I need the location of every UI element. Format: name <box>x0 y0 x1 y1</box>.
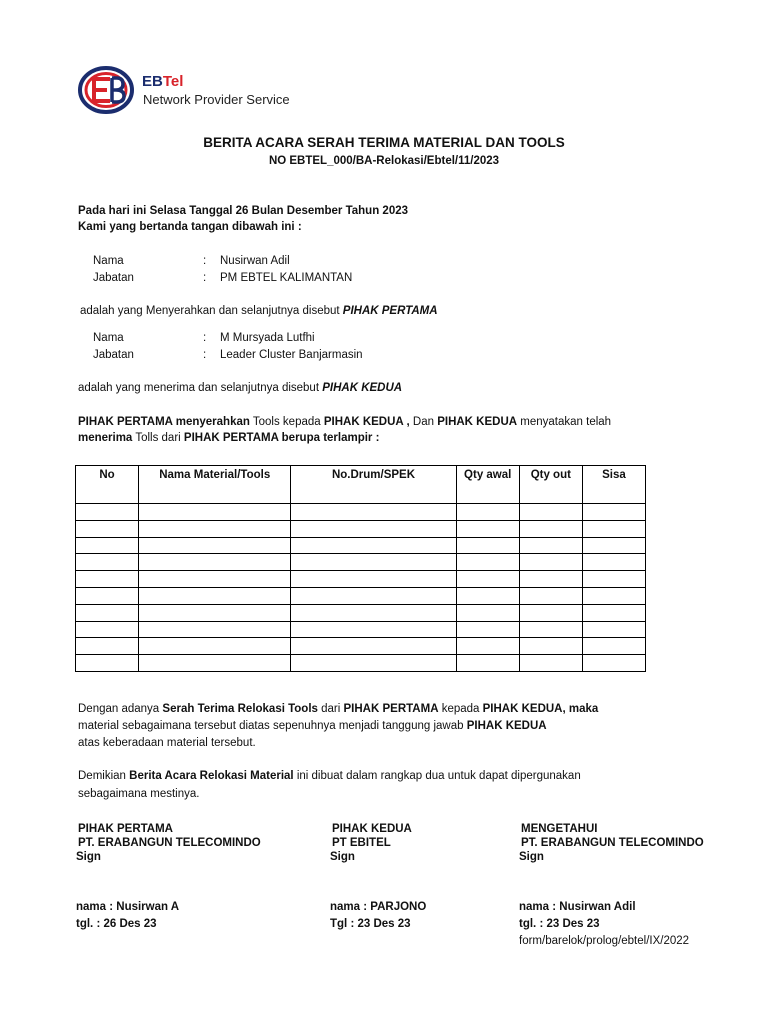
signature-sign-label: Sign <box>519 851 544 863</box>
signature-role: PIHAK KEDUA <box>332 823 412 835</box>
table-cell <box>291 504 456 521</box>
table-cell <box>76 621 139 638</box>
table-cell <box>76 571 139 588</box>
table-row <box>76 571 646 588</box>
party2-name-row <box>93 332 315 344</box>
table-cell <box>139 571 291 588</box>
table-cell <box>291 554 456 571</box>
table-row <box>76 621 646 638</box>
party1-name-value: Nusirwan Adil <box>220 255 290 267</box>
table-cell <box>519 571 582 588</box>
party1-name-row <box>93 255 290 267</box>
closing-text: kepada <box>438 703 483 715</box>
signature-sign-label: Sign <box>76 851 101 863</box>
column-header-sisa: Sisa <box>582 466 645 504</box>
table-cell <box>76 504 139 521</box>
table-cell <box>456 638 519 655</box>
closing-p2-line1 <box>78 770 581 782</box>
table-cell <box>139 554 291 571</box>
table-header-row <box>76 466 646 504</box>
table-cell <box>139 604 291 621</box>
signature-company: PT EBITEL <box>332 837 391 849</box>
table-cell <box>76 638 139 655</box>
closing-text: PIHAK PERTAMA <box>343 703 439 715</box>
table-cell <box>519 520 582 537</box>
closing-text: PIHAK KEDUA, maka <box>482 703 599 715</box>
table-row <box>76 554 646 571</box>
statement-text: menerima <box>78 432 133 444</box>
table-row <box>76 520 646 537</box>
table-cell <box>76 587 139 604</box>
party1-desc-text: adalah yang Menyerahkan dan selanjutnya disebut <box>80 305 343 317</box>
signature-role: MENGETAHUI <box>521 823 598 835</box>
table-row <box>76 587 646 604</box>
table-cell <box>76 554 139 571</box>
closing-text: Dengan adanya <box>78 703 163 715</box>
signature-name: nama : Nusirwan Adil <box>519 901 636 913</box>
table-cell <box>76 655 139 672</box>
statement-text: Dan <box>409 416 438 428</box>
table-cell <box>519 554 582 571</box>
table-cell <box>139 587 291 604</box>
table-cell <box>456 587 519 604</box>
signature-role: PIHAK PERTAMA <box>78 823 173 835</box>
table-cell <box>519 604 582 621</box>
signature-company: PT. ERABANGUN TELECOMINDO <box>78 837 261 849</box>
brand-tagline: Network Provider Service <box>143 92 290 107</box>
signature-block-second-party <box>330 822 426 931</box>
column-header-material: Nama Material/Tools <box>139 466 291 504</box>
statement-text: PIHAK PERTAMA menyerahkan <box>78 416 250 428</box>
table-cell <box>291 604 456 621</box>
party1-role-value: PM EBTEL KALIMANTAN <box>220 272 353 284</box>
statement-text: Tolls dari <box>132 432 184 444</box>
colon: : <box>203 332 207 344</box>
table-cell <box>582 604 645 621</box>
table-cell <box>456 655 519 672</box>
column-header-no: No <box>76 466 139 504</box>
signature-date: tgl. : 23 Des 23 <box>519 918 600 930</box>
closing-text: material sebagaimana tersebut diatas sepenuhnya menjadi tanggung jawab <box>78 720 467 732</box>
handover-statement-line1 <box>78 416 611 428</box>
table-cell <box>519 638 582 655</box>
form-code: form/barelok/prolog/ebtel/IX/2022 <box>519 935 690 947</box>
table-cell <box>139 655 291 672</box>
table-cell <box>456 554 519 571</box>
table-row <box>76 504 646 521</box>
table-cell <box>139 537 291 554</box>
intro-signers-line: Kami yang bertanda tangan dibawah ini : <box>78 221 302 233</box>
table-cell <box>139 638 291 655</box>
party1-name-label: Nama <box>93 255 124 267</box>
table-cell <box>519 537 582 554</box>
table-cell <box>582 621 645 638</box>
table-cell <box>456 504 519 521</box>
closing-p2-line2: sebagaimana mestinya. <box>78 788 200 800</box>
document-title: BERITA ACARA SERAH TERIMA MATERIAL DAN TOOLS <box>203 135 565 150</box>
column-header-qty-out: Qty out <box>519 466 582 504</box>
table-cell <box>582 504 645 521</box>
table-row <box>76 604 646 621</box>
party2-name-label: Nama <box>93 332 124 344</box>
table-cell <box>76 537 139 554</box>
party1-term: PIHAK PERTAMA <box>342 305 438 317</box>
table-cell <box>456 604 519 621</box>
table-cell <box>582 587 645 604</box>
statement-text: menyatakan telah <box>517 416 612 428</box>
table-cell <box>291 537 456 554</box>
signature-company: PT. ERABANGUN TELECOMINDO <box>521 837 704 849</box>
column-header-qty-awal: Qty awal <box>456 466 519 504</box>
eb-circle-logo-icon <box>78 66 136 114</box>
document-number: NO EBTEL_000/BA-Relokasi/Ebtel/11/2023 <box>268 155 500 167</box>
statement-text: PIHAK KEDUA <box>437 416 518 428</box>
table-cell <box>76 520 139 537</box>
table-cell <box>582 571 645 588</box>
table-cell <box>519 587 582 604</box>
table-row <box>76 638 646 655</box>
table-cell <box>519 504 582 521</box>
table-cell <box>291 520 456 537</box>
table-cell <box>582 638 645 655</box>
table-cell <box>291 621 456 638</box>
table-cell <box>139 621 291 638</box>
table-cell <box>519 655 582 672</box>
table-cell <box>582 554 645 571</box>
table-cell <box>291 587 456 604</box>
closing-p1-line3: atas keberadaan material tersebut. <box>78 737 256 749</box>
party2-description <box>78 382 402 394</box>
table-cell <box>291 571 456 588</box>
material-table <box>75 465 646 672</box>
statement-text: PIHAK KEDUA , <box>323 416 410 428</box>
table-cell <box>139 520 291 537</box>
table-cell <box>291 655 456 672</box>
party2-name-value: M Mursyada Lutfhi <box>220 332 315 344</box>
statement-text: Tools kepada <box>249 416 324 428</box>
closing-text: Demikian <box>78 770 130 782</box>
signature-name: nama : Nusirwan A <box>76 901 180 913</box>
table-cell <box>456 537 519 554</box>
table-cell <box>291 638 456 655</box>
signature-sign-label: Sign <box>330 851 355 863</box>
party2-term: PIHAK KEDUA <box>322 382 403 394</box>
colon: : <box>203 255 207 267</box>
table-cell <box>456 621 519 638</box>
colon: : <box>203 349 207 361</box>
closing-text: ini dibuat dalam rangkap dua untuk dapat dipergunakan <box>293 770 581 782</box>
closing-p1-line1 <box>78 703 598 715</box>
intro-date-line: Pada hari ini Selasa Tanggal 26 Bulan Desember Tahun 2023 <box>78 205 409 217</box>
closing-text: Berita Acara Relokasi Material <box>129 770 294 782</box>
signature-date: Tgl : 23 Des 23 <box>330 918 411 930</box>
table-cell <box>456 571 519 588</box>
signature-name: nama : PARJONO <box>330 901 427 913</box>
table-cell <box>582 520 645 537</box>
table-body <box>76 504 646 672</box>
table-cell <box>76 604 139 621</box>
handover-statement-line2 <box>78 432 379 444</box>
party1-role-label: Jabatan <box>93 272 134 284</box>
table-cell <box>519 621 582 638</box>
table-cell <box>582 655 645 672</box>
party1-description <box>80 305 438 317</box>
table-cell <box>456 520 519 537</box>
table-row <box>76 655 646 672</box>
signature-block-first-party <box>76 822 261 931</box>
closing-text: PIHAK KEDUA <box>466 720 547 732</box>
table-row <box>76 537 646 554</box>
party2-role-value: Leader Cluster Banjarmasin <box>220 349 363 361</box>
closing-text: dari <box>317 703 344 715</box>
party1-role-row <box>93 272 352 284</box>
column-header-drum-spek: No.Drum/SPEK <box>291 466 456 504</box>
signature-block-acknowledger <box>519 822 704 948</box>
party2-desc-text: adalah yang menerima dan selanjutnya disebut <box>78 382 323 394</box>
table-cell <box>582 537 645 554</box>
party2-role-label: Jabatan <box>93 349 134 361</box>
brand-name: EBTel <box>142 73 184 90</box>
table-cell <box>139 504 291 521</box>
statement-text: PIHAK PERTAMA berupa terlampir : <box>183 432 380 444</box>
closing-p1-line2 <box>78 720 547 732</box>
party2-role-row <box>93 349 363 361</box>
closing-text: Serah Terima Relokasi Tools <box>162 703 318 715</box>
colon: : <box>203 272 207 284</box>
signature-date: tgl. : 26 Des 23 <box>76 918 157 930</box>
